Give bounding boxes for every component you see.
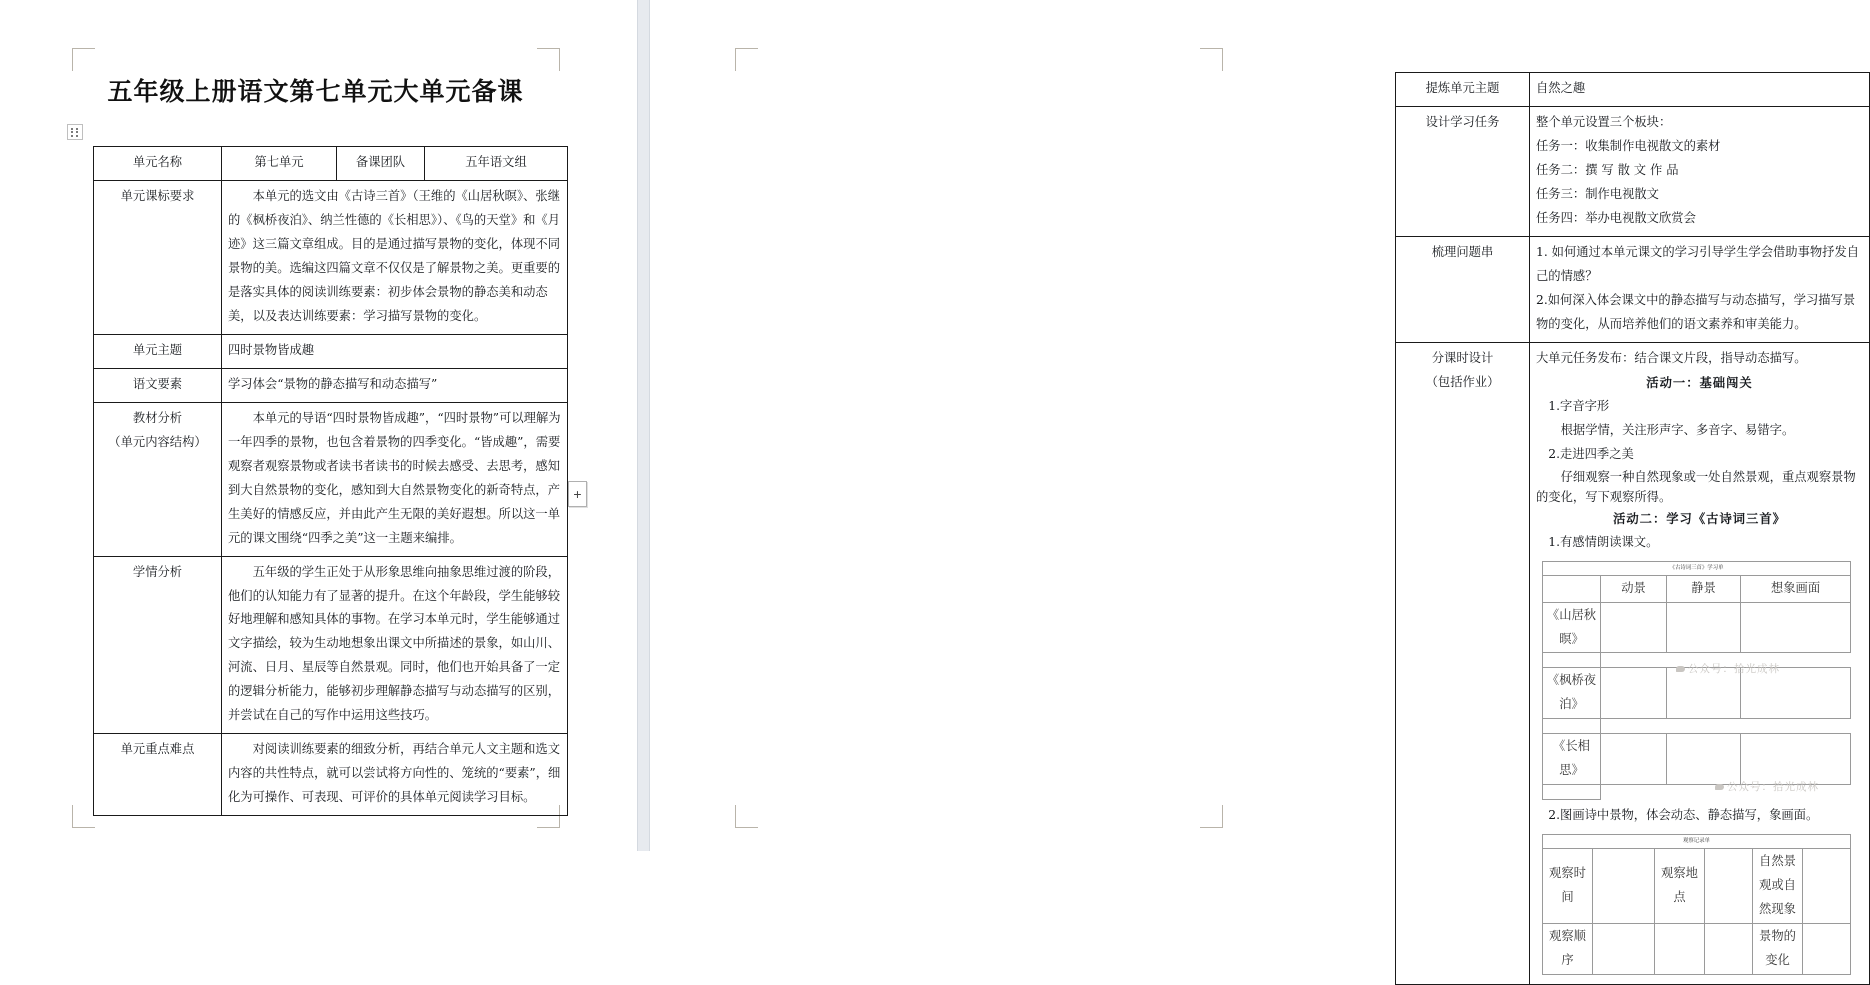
cell-lesson-design-label (1396, 342, 1530, 984)
cell-standard-label: 单元课标要求 (94, 180, 222, 334)
label-line-2: （单元内容结构） (108, 434, 207, 449)
poem-row-label-3: 《长相思》 (1543, 734, 1601, 785)
cell-extract-theme-label: 提炼单元主题 (1396, 73, 1530, 107)
activity-1-head: 活动一：基础闯关 (1646, 374, 1753, 390)
grip-dots-icon (71, 128, 79, 137)
watermark-text: 公众号：拾光成林 (1688, 663, 1780, 675)
worksheet-title-row (1543, 835, 1851, 849)
crop-mark-bottom-left-icon (72, 805, 95, 828)
activity-1-item-1-detail: 根据学情，关注形声字、多音字、易错字。 (1560, 422, 1795, 437)
observation-change-value[interactable] (1803, 923, 1851, 974)
table-row (94, 334, 568, 368)
table-row (1396, 73, 1870, 107)
poem-cell-imagery-1b[interactable] (1543, 653, 1601, 668)
task-item-3: 任务三：制作电视散文 (1536, 186, 1659, 201)
table-row (1396, 342, 1870, 984)
observation-scene-label: 自然景观或自然现象 (1753, 848, 1803, 923)
poem-worksheet-title: 《古诗词三首》学习单 (1543, 562, 1851, 576)
worksheet-row-cont (1543, 719, 1851, 734)
page-separator (631, 0, 655, 851)
cell-unit-name-value: 第七单元 (222, 147, 337, 181)
observation-worksheet-wrapper (1536, 834, 1863, 974)
poem-col-dynamic: 动景 (1601, 575, 1667, 602)
poem-col-imagery: 想象画面 (1741, 575, 1851, 602)
worksheet-row (1543, 848, 1851, 923)
paragraph: 本单元的选文由《古诗三首》（王维的《山居秋暝》、张继的《枫桥夜泊》、纳兰性德的《长相思》）、《鸟的天堂》和《月迹》这三篇文章组成。目的是通过描写景物的变化，体现不同景物的美。选编这四篇文章不仅仅是了解景物之美。更重要的是落实具体的阅读训练要素：初步体会景物的静态美和动态美，以及表达训练要素：学习描写景物的变化。 (228, 188, 561, 323)
poem-cell-imagery-1a[interactable] (1741, 602, 1851, 653)
observation-change-label: 景物的变化 (1753, 923, 1803, 974)
observation-time-value[interactable] (1593, 848, 1655, 923)
cell-lesson-design-value (1530, 342, 1870, 984)
activity-2-item-1: 1.有感情朗读课文。 (1548, 535, 1659, 550)
poem-worksheet-wrapper (1536, 561, 1863, 800)
table-row (1396, 106, 1870, 236)
paragraph: 学习体会“景物的静态描写和动态描写” (228, 376, 438, 391)
observation-time-label: 观察时间 (1543, 848, 1593, 923)
poem-cell-dynamic-1[interactable] (1601, 602, 1667, 653)
observation-worksheet-table (1542, 834, 1851, 974)
task-intro: 整个单元设置三个板块： (1536, 114, 1672, 129)
poem-cell-dynamic-3[interactable] (1601, 734, 1667, 785)
poem-row-label-1: 《山居秋暝》 (1543, 602, 1601, 653)
cell-textbook-analysis-label (94, 402, 222, 556)
label-line-1: 分课时设计 (1431, 350, 1494, 365)
worksheet-row (1543, 923, 1851, 974)
page-title: 五年级上册语文第七单元大单元备课 (107, 77, 524, 106)
observation-order-value[interactable] (1593, 923, 1655, 974)
worksheet-row-cont (1543, 785, 1851, 800)
crop-mark-top-right-icon (1200, 48, 1223, 71)
unit-plan-table-left (93, 146, 568, 816)
paragraph: 对阅读训练要素的细致分析，再结合单元人文主题和选文内容的共性特点，就可以尝试将方向性的、笼统的“要素”，细化为可操作、可表现、可评价的具体单元阅读学习目标。 (228, 742, 561, 805)
paragraph: 本单元的导语“四时景物皆成趣”，“四时景物”可以理解为一年四季的景物，也包含着景物的四季变化。“皆成趣”，需要观察者观察景物或者读书者读书的时候去感受、去思考，感知到大自然景物的变化，感知到大自然景物变化的新奇特点，产生美好的情感反应，并由此产生无限的美好遐想。所以这一单元的课文围绕“四季之美”这一主题来编排。 (228, 410, 561, 545)
poem-cell-imagery-3b[interactable] (1543, 785, 1601, 800)
cell-key-difficulty-label: 单元重点难点 (94, 734, 222, 816)
worksheet-row (1543, 734, 1851, 785)
paragraph: 四时景物皆成趣 (228, 342, 315, 357)
observation-order-value2[interactable] (1655, 923, 1705, 974)
worksheet-title-row (1543, 562, 1851, 576)
task-item-2: 任务二：撰 写 散 文 作 品 (1536, 162, 1679, 177)
cell-standard-value (222, 180, 568, 334)
crop-mark-bottom-left-icon (735, 805, 758, 828)
paragraph: 自然之趣 (1536, 81, 1586, 95)
cell-textbook-analysis-value (222, 402, 568, 556)
cell-element-label: 语文要素 (94, 368, 222, 402)
activity-2-head: 活动二：学习《古诗词三首》 (1613, 511, 1786, 527)
cell-team-value: 五年语文组 (425, 147, 568, 181)
cell-student-analysis-value (222, 556, 568, 734)
question-1: 1. 如何通过本单元课文的学习引导学生学会借助事物抒发自己的情感？ (1536, 244, 1860, 283)
task-item-4: 任务四：举办电视散文欣赏会 (1536, 210, 1696, 225)
crop-mark-top-left-icon (72, 48, 95, 71)
task-release: 大单元任务发布：结合课文片段，指导动态描写。 (1536, 350, 1807, 365)
page-right (655, 0, 1860, 967)
unit-plan-table-right (1395, 72, 1870, 985)
page-left (0, 0, 631, 851)
activity-2-item-2: 2.图画诗中景物，体会动态、静态描写，象画面。 (1548, 808, 1819, 823)
label-line-2: （包括作业） (1425, 374, 1500, 389)
activity-1-item-2-detail: 仔细观察一种自然现象或一处自然景观，重点观察景物的变化，写下观察所得。 (1536, 469, 1856, 504)
crop-mark-bottom-right-icon (1200, 805, 1223, 828)
cell-unit-name-label: 单元名称 (94, 147, 222, 181)
activity-1-item-2: 2.走进四季之美 (1548, 446, 1634, 461)
cell-theme-value (222, 334, 568, 368)
label-line-1: 教材分析 (132, 410, 183, 425)
poem-col-static: 静景 (1667, 575, 1741, 602)
watermark-text: 公众号：拾光成林 (1727, 781, 1819, 793)
poem-cell-imagery-3a[interactable] (1741, 734, 1851, 785)
cell-student-analysis-label: 学情分析 (94, 556, 222, 734)
table-row (94, 556, 568, 734)
activity-1-item-1: 1.字音字形 (1548, 398, 1610, 413)
worksheet-row (1543, 668, 1851, 719)
table-row (94, 180, 568, 334)
cell-key-difficulty-value (222, 734, 568, 816)
cell-learning-tasks-label: 设计学习任务 (1396, 106, 1530, 236)
question-2: 2.如何深入体会课文中的静态描写与动态描写，学习描写景物的变化，从而培养他们的语文素养和审美能力。 (1536, 292, 1856, 331)
observation-order-value3[interactable] (1705, 923, 1753, 974)
add-row-button[interactable]: + (568, 481, 587, 507)
table-row (94, 402, 568, 556)
observation-place-label: 观察地点 (1655, 848, 1705, 923)
poem-worksheet-table (1542, 561, 1851, 800)
table-row (94, 368, 568, 402)
poem-cell-static-1[interactable] (1667, 602, 1741, 653)
poem-cell-static-3[interactable] (1667, 734, 1741, 785)
observation-place-value[interactable] (1705, 848, 1753, 923)
poem-col-blank (1543, 575, 1601, 602)
cell-team-label: 备课团队 (337, 147, 425, 181)
poem-cell-imagery-2a[interactable] (1741, 668, 1851, 719)
table-row (94, 734, 568, 816)
table-row (1396, 236, 1870, 342)
cell-learning-tasks-value (1530, 106, 1870, 236)
cell-theme-label: 单元主题 (94, 334, 222, 368)
poem-cell-imagery-2b[interactable] (1543, 719, 1601, 734)
cell-element-value (222, 368, 568, 402)
poem-cell-dynamic-2[interactable] (1601, 668, 1667, 719)
cell-question-chain-label: 梳理问题串 (1396, 236, 1530, 342)
poem-row-label-2: 《枫桥夜泊》 (1543, 668, 1601, 719)
worksheet-header-row (1543, 575, 1851, 602)
poem-cell-static-2[interactable] (1667, 668, 1741, 719)
crop-mark-top-left-icon (735, 48, 758, 71)
task-item-1: 任务一：收集制作电视散文的素材 (1536, 138, 1721, 153)
observation-scene-value[interactable] (1803, 848, 1851, 923)
observation-worksheet-title: 观察记录单 (1543, 835, 1851, 849)
table-row (94, 147, 568, 181)
crop-mark-top-right-icon (537, 48, 560, 71)
worksheet-row (1543, 602, 1851, 653)
table-move-handle[interactable] (67, 124, 83, 140)
observation-order-label: 观察顺序 (1543, 923, 1593, 974)
worksheet-row-cont (1543, 653, 1851, 668)
cell-extract-theme-value (1530, 73, 1870, 107)
paragraph: 五年级的学生正处于从形象思维向抽象思维过渡的阶段，他们的认知能力有了显著的提升。在这个年龄段，学生能够较好地理解和感知具体的事物。在学习本单元时，学生能够通过文字描绘，较为生动地想象出课文中所描述的景象，如山川、河流、日月、星辰等自然景观。同时，他们也开始具备了一定的逻辑分析能力，能够初步理解静态描写与动态描写的区别，并尝试在自己的写作中运用这些技巧。 (228, 564, 561, 723)
cell-question-chain-value (1530, 236, 1870, 342)
